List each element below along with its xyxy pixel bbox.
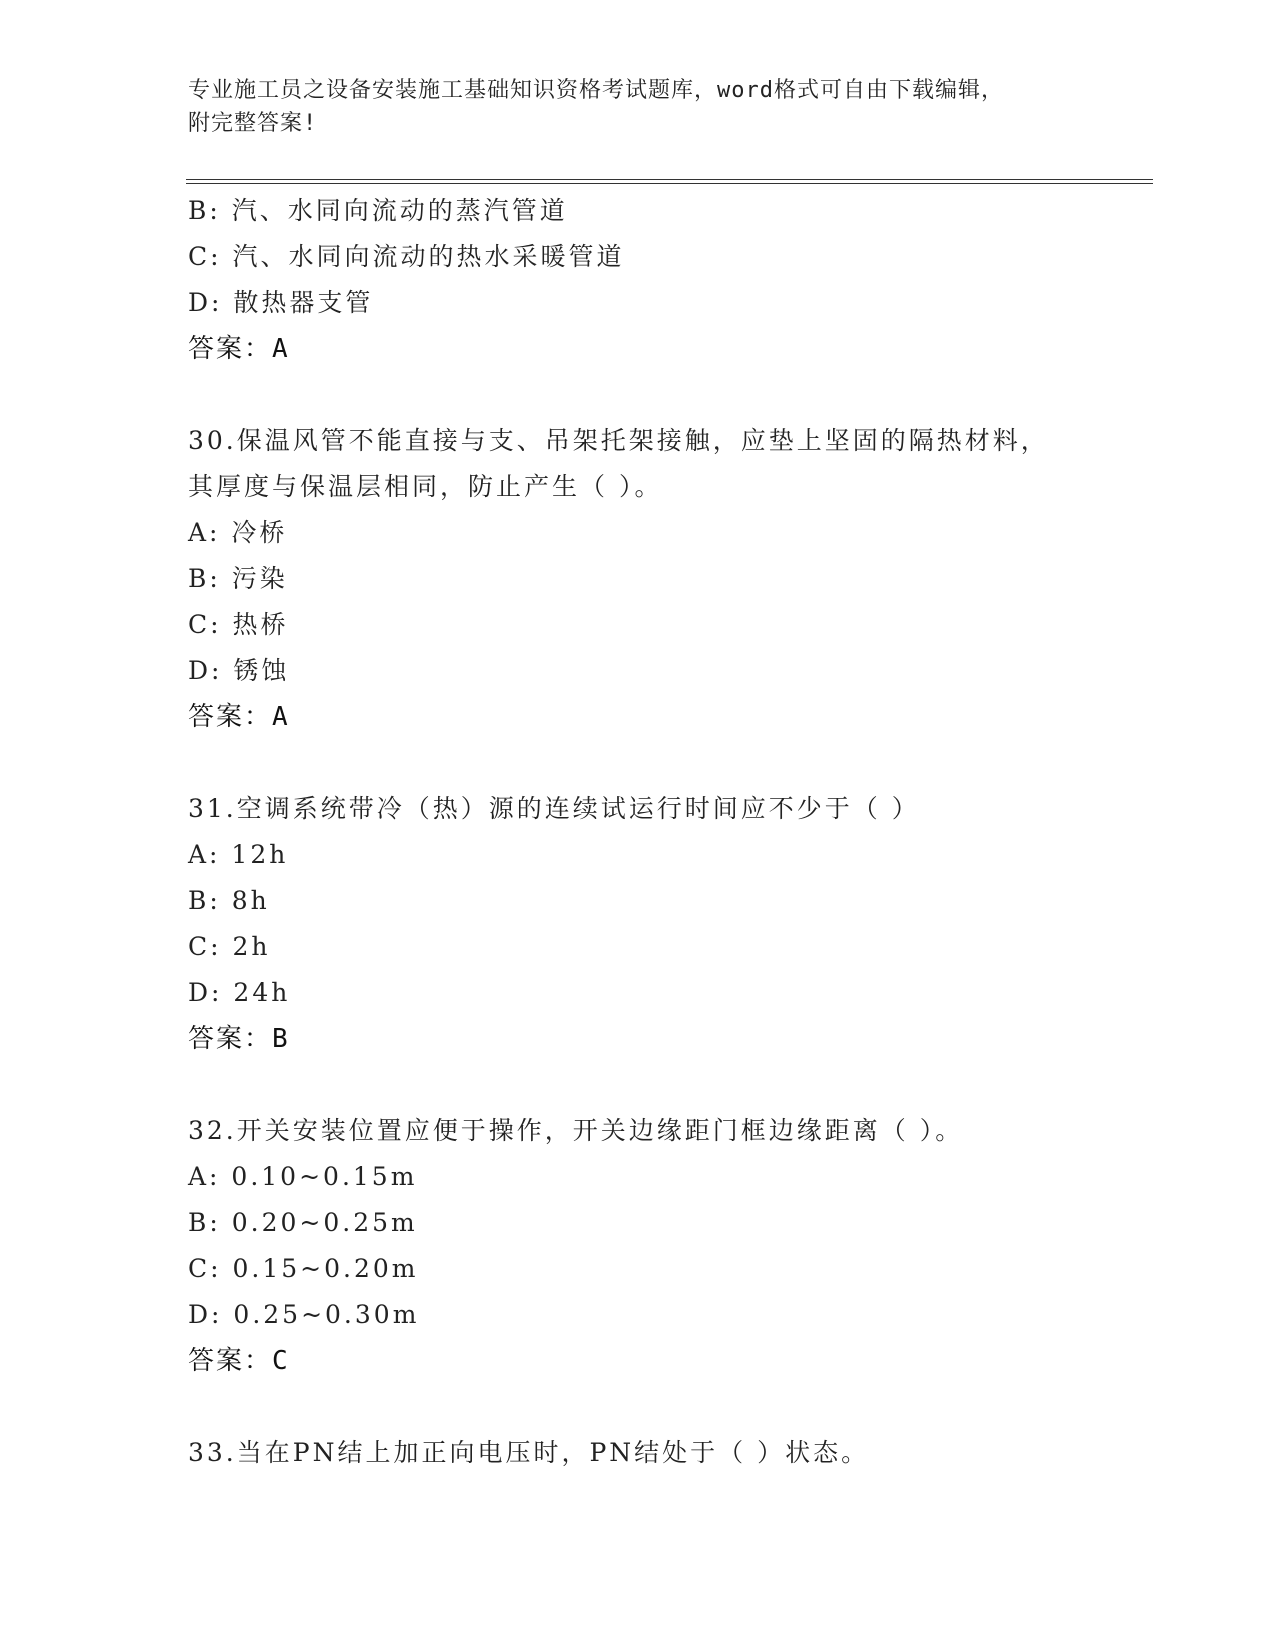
question-30-option-a: A: 冷桥 [188, 518, 288, 547]
question-32 [188, 1108, 1148, 1384]
question-29-answer: 答案：A [188, 334, 290, 364]
question-33-stem-line-1: 33.当在PN结上加正向电压时，PN结处于（ ）状态。 [188, 1438, 870, 1467]
question-29 [188, 188, 1148, 372]
question-30 [188, 418, 1148, 740]
question-32-answer: 答案：C [188, 1346, 290, 1376]
question-32-option-a: A: 0.10~0.15m [188, 1162, 418, 1191]
header-divider [186, 179, 1153, 184]
question-31-option-d: D: 24h [188, 978, 291, 1007]
question-31-option-b: B: 8h [188, 886, 270, 915]
question-list [188, 188, 1148, 1476]
question-30-option-b: B: 污染 [188, 564, 288, 593]
question-29-option-d: D: 散热器支管 [188, 288, 374, 317]
question-30-stem-line-2: 其厚度与保温层相同，防止产生（ ）。 [188, 472, 663, 501]
question-30-stem-line-1: 30.保温风管不能直接与支、吊架托架接触，应垫上坚固的隔热材料， [188, 426, 1049, 455]
question-30-answer: 答案：A [188, 702, 290, 732]
spacer [188, 1384, 1148, 1430]
spacer [188, 1062, 1148, 1108]
spacer [188, 740, 1148, 786]
document-header [188, 74, 1088, 140]
question-31 [188, 786, 1148, 1062]
question-30-option-c: C: 热桥 [188, 610, 289, 639]
question-30-option-d: D: 锈蚀 [188, 656, 290, 685]
question-33 [188, 1430, 1148, 1476]
question-32-stem-line-1: 32.开关安装位置应便于操作，开关边缘距门框边缘距离（ ）。 [188, 1116, 964, 1145]
question-31-stem-line-1: 31.空调系统带冷（热）源的连续试运行时间应不少于（ ） [188, 794, 920, 823]
header-line-2: 附完整答案! [188, 111, 318, 136]
question-31-answer: 答案：B [188, 1024, 290, 1054]
question-29-option-b: B: 汽、水同向流动的蒸汽管道 [188, 196, 568, 225]
spacer [188, 372, 1148, 418]
question-32-option-d: D: 0.25~0.30m [188, 1300, 420, 1329]
header-line-1: 专业施工员之设备安装施工基础知识资格考试题库，word格式可自由下载编辑， [188, 78, 1004, 103]
question-32-option-b: B: 0.20~0.25m [188, 1208, 418, 1237]
question-32-option-c: C: 0.15~0.20m [188, 1254, 419, 1283]
question-29-option-c: C: 汽、水同向流动的热水采暖管道 [188, 242, 625, 271]
question-31-option-a: A: 12h [188, 840, 289, 869]
question-31-option-c: C: 2h [188, 932, 271, 961]
